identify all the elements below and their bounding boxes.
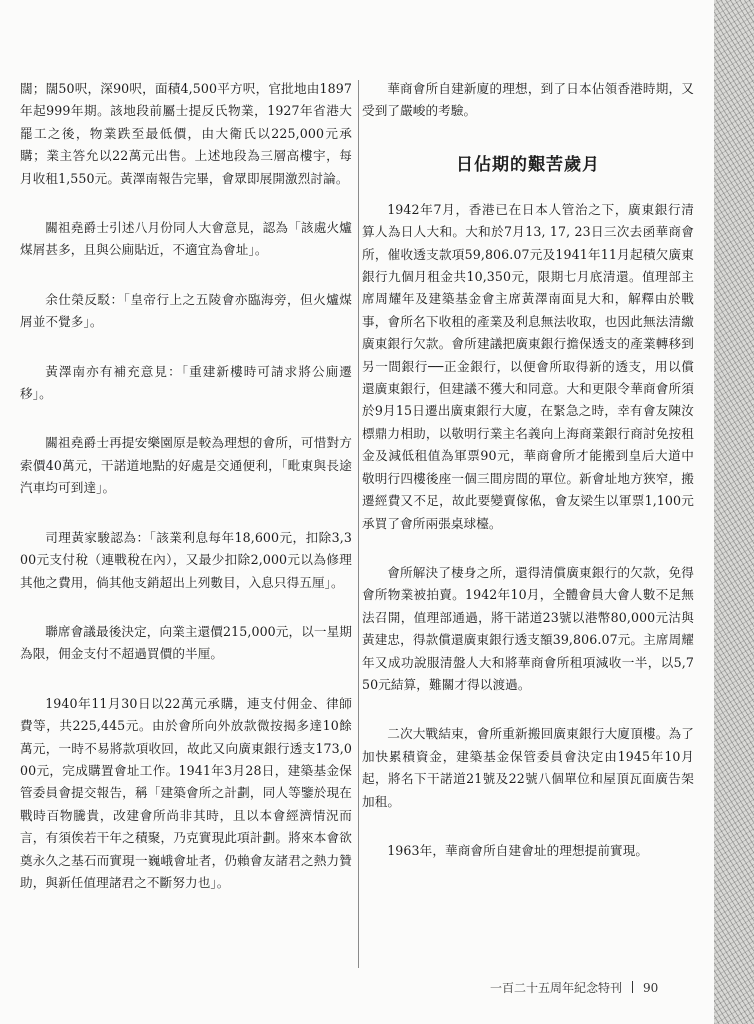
paragraph: 二次大戰結束，會所重新搬回廣東銀行大廈頂樓。為了加快累積資金，建築基金保管委員會決定由1945年10月起，將名下干諾道21號及22號八個單位和屋頂瓦面廣告架加租。 xyxy=(362,726,694,809)
paragraph: 關祖堯爵士再提安樂園原是較為理想的會所，可惜對方索價40萬元，干諾道地點的好處是交通便利，「毗東與長途汽車均可到達」。 xyxy=(20,435,352,496)
paragraph: 1940年11月30日以22萬元承購，連支付佣金、律師費等，共225,445元。由於會所向外放款微按揭多達10餘萬元，一時不易將款項收回，故此又向廣東銀行透支173,000元，完成購置會址工作。1941年3月28日，建築基金保管委員會提交報告，稱「建築會所之計劃，同人等鑒於現在戰時百物騰貴，改建會所尚非其時，且以本會經濟情況而言，有須俟若干年之積聚，乃克實現此項計劃。將來本會欲奠永久之基石而實現一巍峨會址者，仍賴會友諸君之熱力贊助，與新任值理諸君之不斷努力也」。 xyxy=(20,695,352,890)
page-edge-texture xyxy=(714,0,754,1024)
paragraph: 會所解決了棲身之所，還得清償廣東銀行的欠款，免得會所物業被拍賣。1942年10月，全體會員大會人數不足無法召開，值理部通過，將干諾道23號以港幣80,000元沽與黃建忠，得款償還廣東銀行透支額39,806.07元。主席周耀年又成功說服清盤人大和將華商會所租項減收一半，以5,750元結算，難關才得以渡過。 xyxy=(362,564,694,692)
paragraph: 關祖堯爵士引述八月份同人大會意見，認為「該處火爐煤屑甚多，且與公廁貼近，不適宜為會址」。 xyxy=(20,220,352,258)
page-number: 90 xyxy=(643,981,659,995)
paragraph: 黃澤南亦有補充意見：「重建新樓時可請求將公廁遷移」。 xyxy=(20,363,352,402)
paragraph: 闊；闊50呎，深90呎，面積4,500平方呎，官批地由1897年起999年期。該地段前屬士提反氏物業，1927年省港大罷工之後，物業跌至最低價，由大衛氏以225,000元承購；業主答允以22萬元出售。上述地段為三層高樓宇，每月收租1,550元。黃澤南報告完畢，會眾即展開激烈討論。 xyxy=(20,81,352,186)
paragraph: 1963年，華商會所自建會址的理想提前實現。 xyxy=(387,842,649,858)
left-column xyxy=(20,78,352,921)
footer-separator xyxy=(632,981,633,993)
paragraph: 聯席會議最後決定，向業主還價215,000元，以一星期為限，佣金支付不超過買價的半厘。 xyxy=(20,623,352,662)
publication-title: 一百二十五周年紀念特刊 xyxy=(490,981,623,995)
paragraph: 余仕榮反駁：「皇帝行上之五陵會亦臨海旁，但火爐煤屑並不覺多」。 xyxy=(20,291,352,330)
paragraph: 1942年7月，香港已在日本人管治之下，廣東銀行清算人為日人大和。大和於7月13, 17, 23日三次去函華商會所，催收透支款項59,806.07元及1941年11月起積欠廣東銀行九個月租金共10,350元，限期七月底清還。值理部主席周耀年及建築基金會主席黃澤南面見大和，解釋由於戰事，會所名下收租的產業及利息無法收取，也因此無法清繳廣東銀行欠款。會所建議把廣東銀行擔保透支的產業轉移到另一間銀行──正金銀行，以便會所取得新的透支，用以償還廣東銀行，但建議不獲大和同意。大和更限令華商會所須於9月15日遷出廣東銀行大廈，在緊急之時，幸有會友陳汝標鼎力相助，以敬明行業主名義向上海商業銀行商討免按租金及減低租值為軍票90元，華商會所才能搬到皇后大道中敬明行四樓後座一個三間房間的單位。新會址地方狹窄，搬遷經費又不足，故此要變賣傢俬，會友梁生以軍票1,100元承買了會所兩張桌球檯。 xyxy=(362,201,694,531)
paragraph: 司理黃家駿認為：「該業利息每年18,600元，扣除3,300元支付稅（連戰稅在內），又最少扣除2,000元以為修理其他之費用，倘其他支銷超出上列數目，入息只得五厘」。 xyxy=(20,529,352,590)
intro-paragraph: 華商會所自建新廈的理想，到了日本佔領香港時期，又受到了嚴峻的考驗。 xyxy=(362,81,694,119)
right-column xyxy=(362,78,694,889)
column-divider xyxy=(358,80,359,968)
page-footer xyxy=(490,980,658,996)
section-heading: 日佔期的艱苦歲月 xyxy=(456,154,600,175)
